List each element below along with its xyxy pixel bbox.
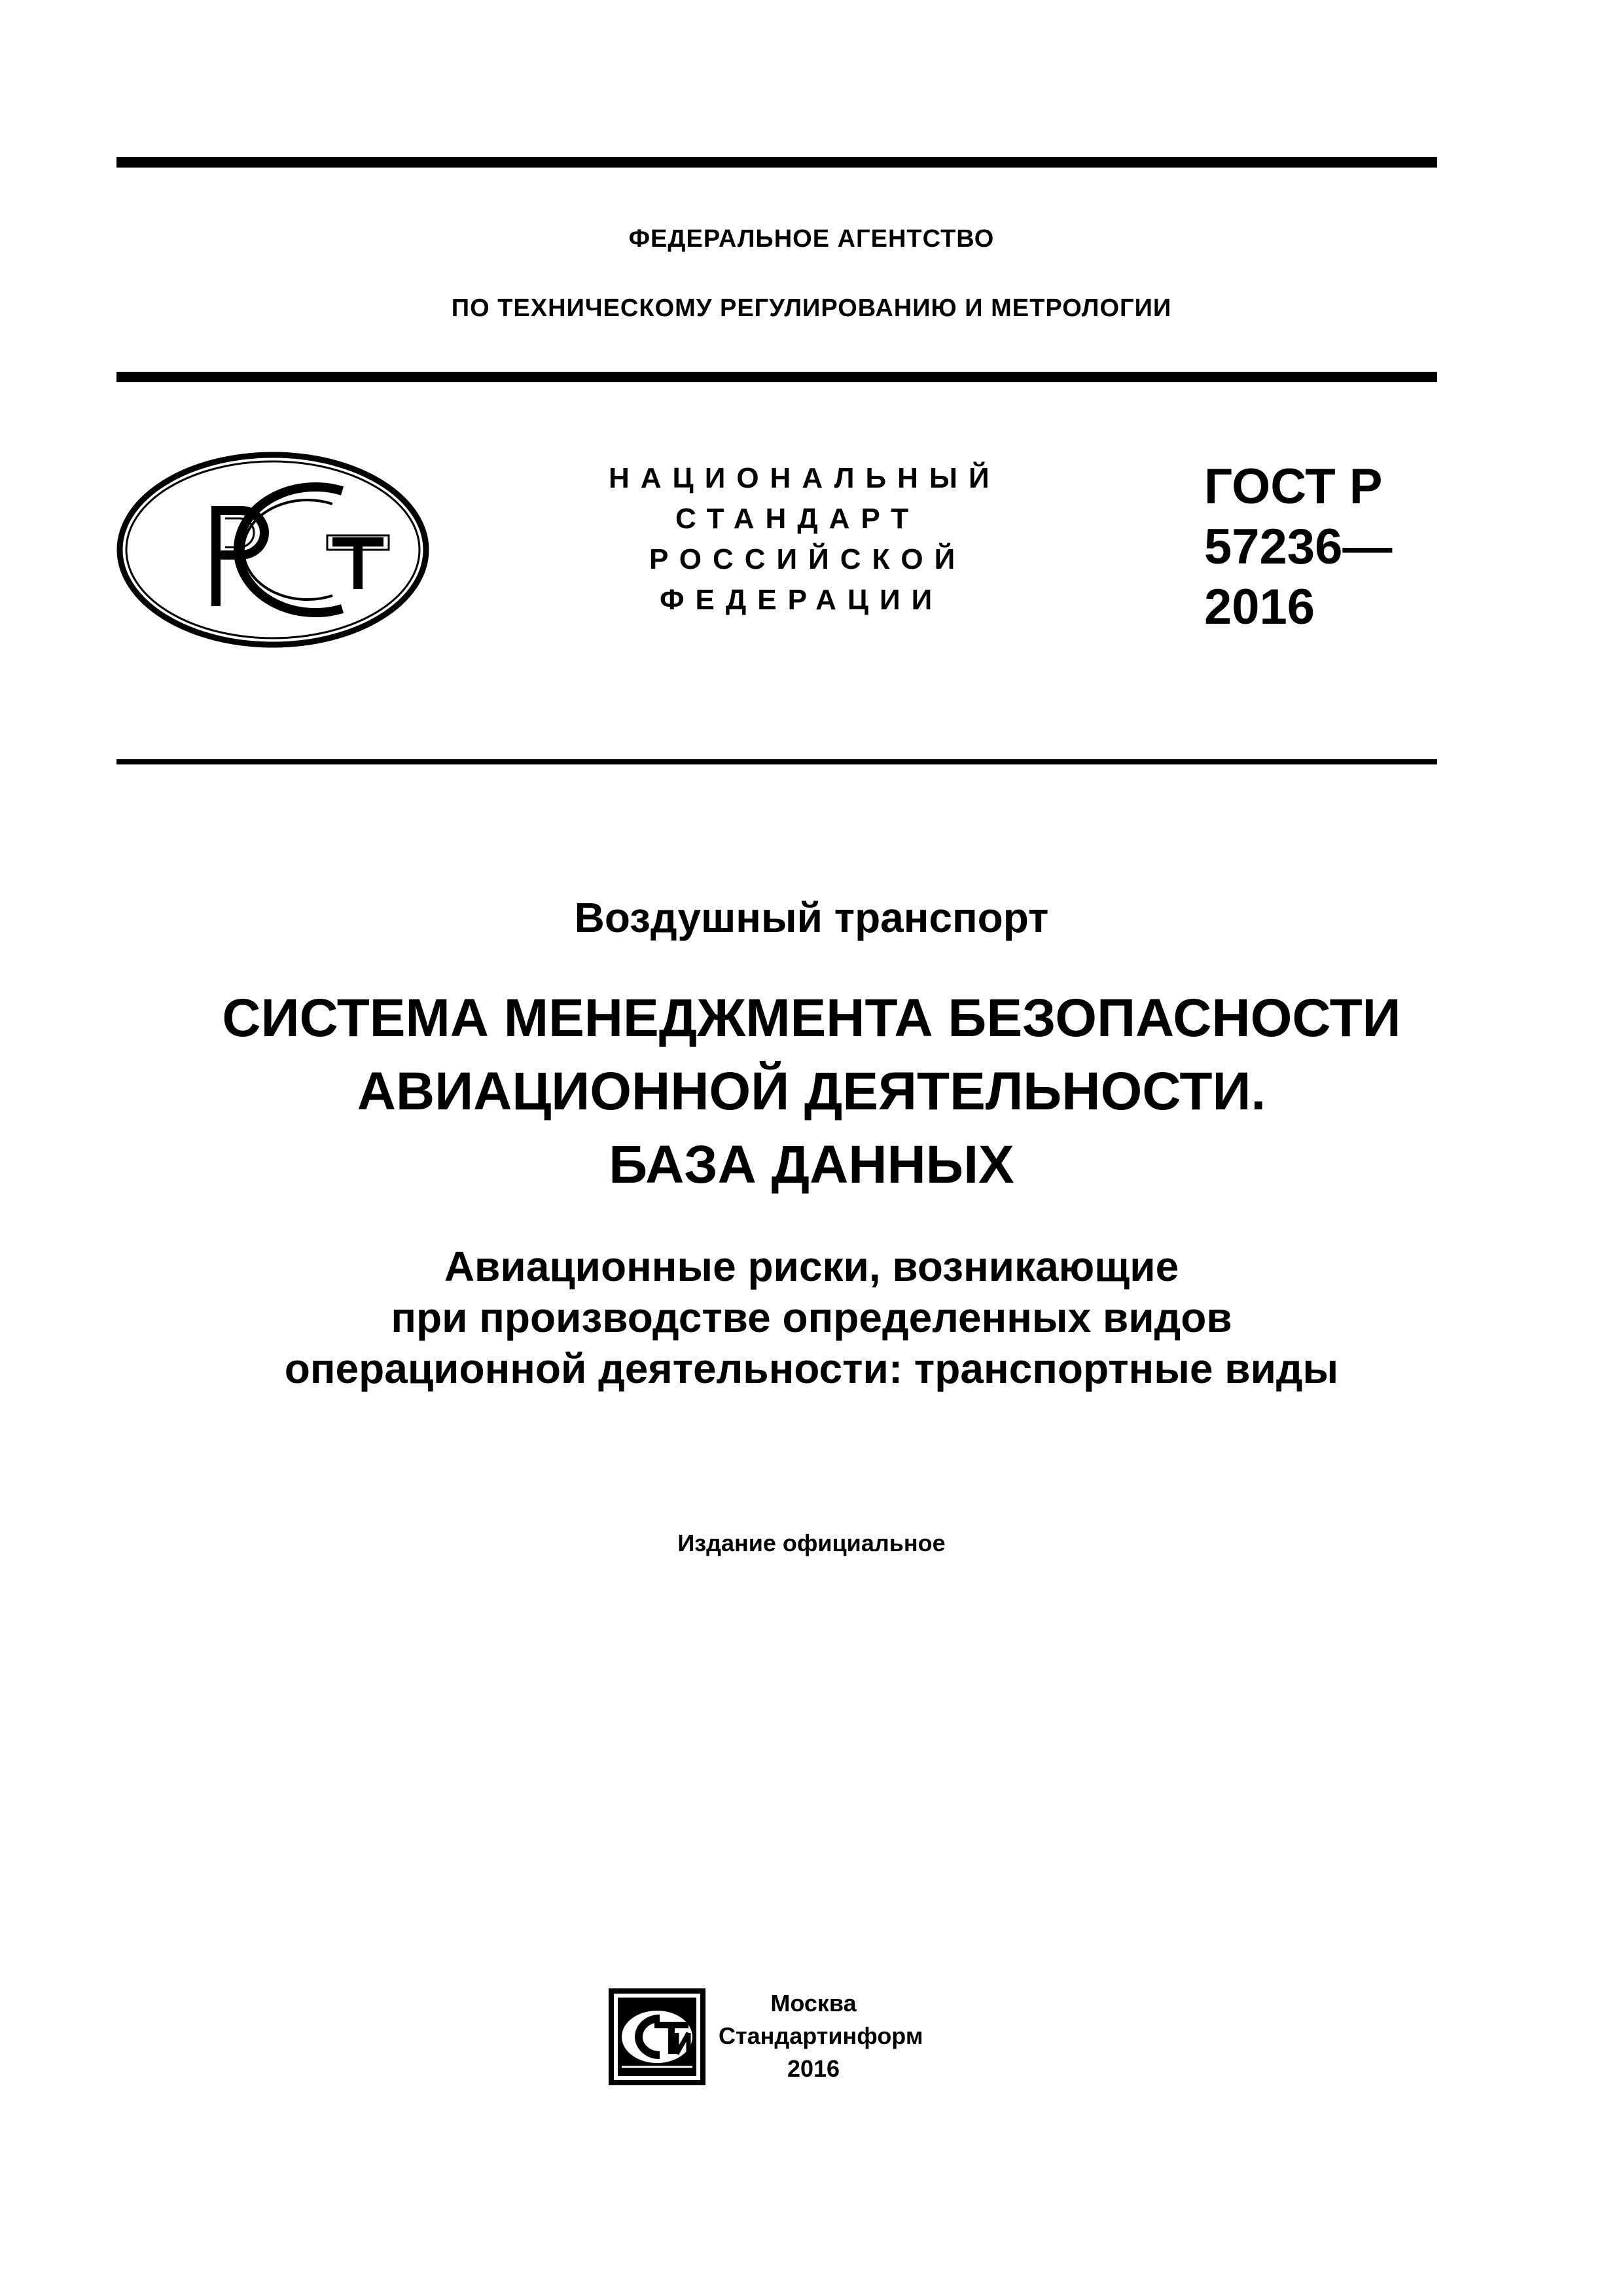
publisher-info (719, 1987, 923, 2085)
standard-designation (1204, 457, 1392, 637)
title-line1: СИСТЕМА МЕНЕДЖМЕНТА БЕЗОПАСНОСТИ (222, 988, 1401, 1048)
standard-type (563, 458, 1086, 620)
publisher-name: Стандартинформ (719, 2022, 923, 2049)
header-bottom-rule (116, 759, 1437, 764)
designation-line2: 57236— (1204, 519, 1393, 575)
designation-line1: ГОСТ Р (1204, 459, 1383, 514)
standard-type-line3: РОССИЙСКОЙ (649, 543, 967, 575)
subtitle-line2: при производстве определенных видов (391, 1294, 1232, 1341)
title-line3: БАЗА ДАННЫХ (609, 1135, 1014, 1194)
document-subtitle (0, 1241, 1623, 1394)
top-rule (116, 157, 1437, 168)
subtitle-line1: Авиационные риски, возникающие (444, 1243, 1179, 1290)
agency-rule (116, 372, 1437, 382)
subtitle-line3: операционной деятельности: транспортные виды (284, 1345, 1339, 1392)
agency-name-line2: ПО ТЕХНИЧЕСКОМУ РЕГУЛИРОВАНИЮ И МЕТРОЛОГИИ (451, 295, 1172, 322)
publisher-year: 2016 (787, 2055, 840, 2082)
rst-certification-mark-icon (116, 450, 429, 649)
standartinform-logo-icon (609, 1988, 705, 2085)
standard-type-line1: НАЦИОНАЛЬНЫЙ (609, 462, 1001, 494)
agency-name-line1: ФЕДЕРАЛЬНОЕ АГЕНТСТВО (628, 225, 995, 253)
standard-type-line2: СТАНДАРТ (675, 503, 920, 535)
designation-line3: 2016 (1204, 579, 1315, 635)
publisher-city: Москва (770, 1990, 857, 2017)
title-line2: АВИАЦИОННОЙ ДЕЯТЕЛЬНОСТИ. (357, 1062, 1266, 1121)
standard-type-line4: ФЕДЕРАЦИИ (660, 584, 944, 616)
document-subject: Воздушный транспорт (574, 894, 1049, 941)
document-title (0, 982, 1623, 1202)
edition-label: Издание официальное (677, 1530, 946, 1556)
